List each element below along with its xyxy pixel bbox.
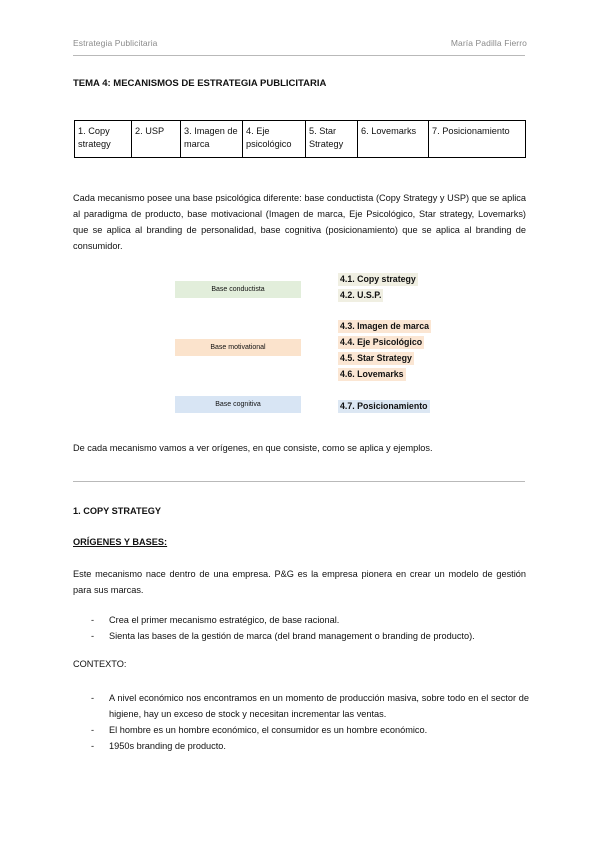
list-item (0, 628, 600, 644)
context-label: CONTEXTO: (73, 659, 127, 669)
table-cell: 3. Imagen de marca (181, 121, 243, 158)
table-cell: 2. USP (132, 121, 181, 158)
bullet-dash: - (91, 615, 95, 625)
bullet-dash: - (91, 631, 95, 641)
diagram-item: 4.3. Imagen de marca (340, 321, 429, 331)
list-item (0, 612, 600, 628)
table-cell: 4. Eje psicológico (243, 121, 306, 158)
base-cognitiva-box: Base cognitiva (175, 396, 301, 413)
origins-paragraph: Este mecanismo nace dentro de una empresa. P&G es la empresa pionera en crear un modelo de gestión para sus marcas. (73, 569, 526, 595)
diagram-item: 4.5. Star Strategy (340, 353, 412, 363)
table-row (75, 121, 526, 158)
diagram-item: 4.6. Lovemarks (340, 369, 404, 379)
list-item-text: Crea el primer mecanismo estratégico, de base racional. (109, 615, 340, 625)
intro-paragraph: Cada mecanismo posee una base psicológica diferente: base conductista (Copy Strategy y USP) que se aplica al paradigma de producto, base motivacional (Imagen de marca, Eje Psicológico, Star strategy, Lovemarks) que se aplica al branding de personalidad, base cognitiva (posicionamiento) que se aplica al branding de consumidor. (73, 193, 526, 251)
table-cell: 6. Lovemarks (358, 121, 429, 158)
bullet-dash: - (91, 693, 95, 703)
table-cell: 7. Posicionamiento (429, 121, 526, 158)
diagram-item: 4.2. U.S.P. (340, 290, 382, 300)
section-divider (73, 481, 525, 482)
section-heading: 1. COPY STRATEGY (73, 506, 161, 516)
list-item (0, 690, 600, 722)
diagram-item: 4.4. Eje Psicológico (340, 337, 423, 347)
header-author: María Padilla Fierro (450, 38, 527, 48)
page-title: TEMA 4: MECANISMOS DE ESTRATEGIA PUBLICITARIA (73, 78, 327, 89)
base-motivacional-box: Base motivational (175, 339, 301, 356)
header-divider (73, 55, 525, 56)
list-item-text: Sienta las bases de la gestión de marca (del brand management o branding de producto). (109, 631, 475, 641)
list-item-text: 1950s branding de producto. (109, 741, 226, 751)
base-conductista-box: Base conductista (175, 281, 301, 298)
bullet-dash: - (91, 741, 95, 751)
list-item (0, 738, 600, 754)
list-item-text: A nivel económico nos encontramos en un momento de producción masiva, sobre todo en el sector de higiene, hay un exceso de stock y necesitan incrementar las ventas. (109, 693, 529, 719)
diagram-item: 4.1. Copy strategy (340, 274, 416, 284)
list-item (0, 722, 600, 738)
after-diagram-text: De cada mecanismo vamos a ver orígenes, en que consiste, como se aplica y ejemplos. (73, 443, 433, 453)
mechanisms-table (74, 120, 526, 158)
bullet-dash: - (91, 725, 95, 735)
list-item-text: El hombre es un hombre económico, el consumidor es un hombre económico. (109, 725, 428, 735)
subsection-heading: ORÍGENES Y BASES: (73, 537, 168, 547)
table-cell: 5. Star Strategy (306, 121, 358, 158)
table-cell: 1. Copy strategy (75, 121, 132, 158)
diagram-item: 4.7. Posicionamiento (340, 401, 428, 411)
header-subject: Estrategia Publicitaria (73, 38, 158, 48)
